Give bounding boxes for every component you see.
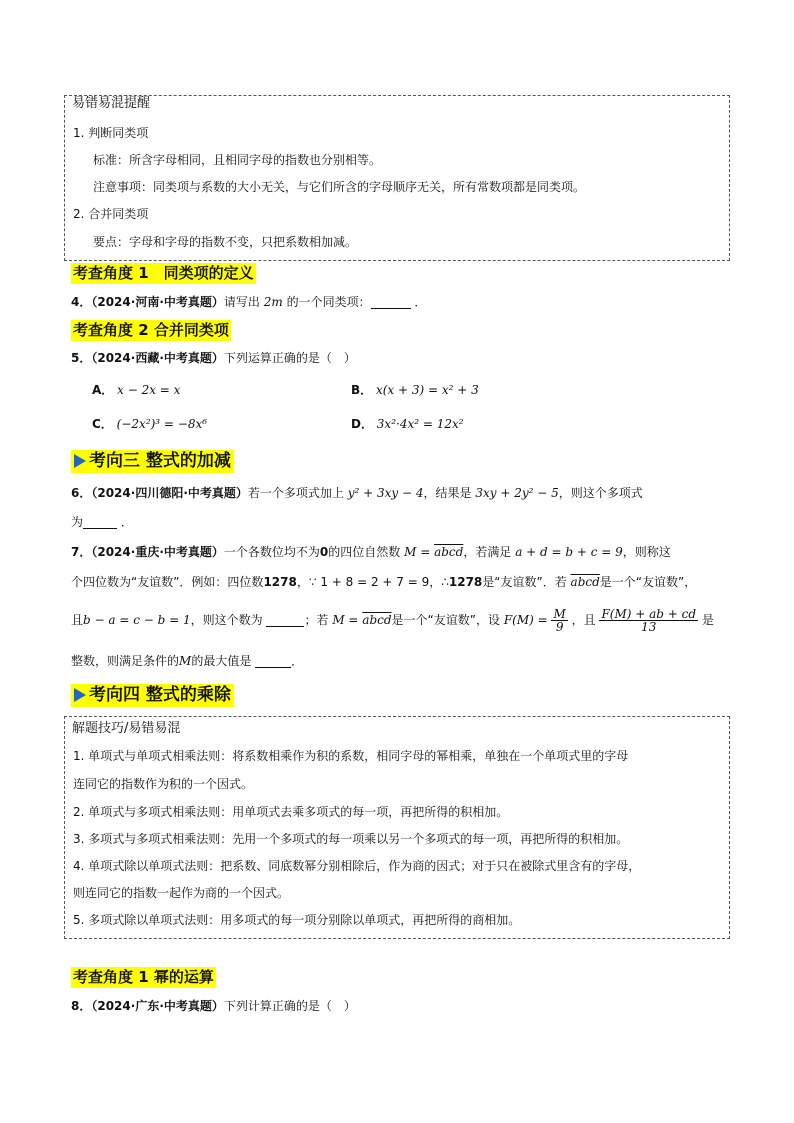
answer-blank[interactable] <box>255 655 291 668</box>
box-title: 易错易混提醒 <box>72 96 151 111</box>
option-d[interactable]: D． 3x²·4x² = 12x² <box>351 417 464 431</box>
question-7-line1: 7．（2024·重庆·中考真题）一个各数位均不为0的四位自然数 M = abcd，若满足 a + d = b + c = 9，则称这 <box>71 545 671 559</box>
rule: 3. 多项式与多项式相乘法则：先用一个多项式的每一项乘以另一个多项式的每一项，再把所得的积相加。 <box>73 832 629 846</box>
answer-blank[interactable] <box>371 296 411 309</box>
question-7-line4: 整数，则满足条件的M的最大值是 ． <box>71 654 304 668</box>
option-a[interactable]: A． x − 2x = x <box>92 383 181 397</box>
rule: 则连同它的指数一起作为商的一个因式。 <box>73 886 290 900</box>
question-4: 4．（2024·河南·中考真题）请写出 2m 的一个同类项： ． <box>71 295 427 309</box>
answer-blank[interactable] <box>83 516 117 529</box>
question-8: 8．（2024·广东·中考真题）下列计算正确的是（ ） <box>71 999 356 1013</box>
rule: 连同它的指数作为积的一个因式。 <box>73 777 254 791</box>
section-heading: 考查角度 2 合并同类项 <box>73 321 229 339</box>
rule: 5. 多项式除以单项式法则：用多项式的每一项分别除以单项式，再把所得的商相加。 <box>73 913 521 927</box>
option-b[interactable]: B． x(x + 3) = x² + 3 <box>351 383 479 397</box>
rule: 4. 单项式除以单项式法则：把系数、同底数幂分别相除后，作为商的因式；对于只在被除式里含有的字母， <box>73 859 641 873</box>
option-c[interactable]: C． (−2x²)³ = −8x⁶ <box>92 417 208 431</box>
direction-heading: 考向四 整式的乘除 <box>71 684 234 707</box>
box-item: 标准：所含字母相同，且相同字母的指数也分别相等。 <box>93 153 382 167</box>
section-heading: 考查角度 1 幂的运算 <box>73 968 214 986</box>
question-7-line3: 且b − a = c − b = 1，则这个数为 ；若 M = abcd是一个“友谊数”，设 F(M) = $\frac{M}{9}$ ，且 $\frac{F(M) + ab + cd}{13}$ 是 <box>71 607 714 634</box>
box-item: 注意事项：同类项与系数的大小无关，与它们所含的字母顺序无关，所有常数项都是同类项。 <box>93 180 586 194</box>
triangle-icon <box>74 688 86 702</box>
question-6: 6．（2024·四川德阳·中考真题）若一个多项式加上 y² + 3xy − 4，结果是 3xy + 2y² − 5，则这个多项式 <box>71 486 643 500</box>
question-7-line2: 个四位数为“友谊数”．例如：四位数1278，∵ 1 + 8 = 2 + 7 = 9，∴1278是“友谊数”．若 abcd是一个“友谊数”， <box>71 575 697 589</box>
question-6-line2: 为 ． <box>71 515 133 529</box>
box-title: 解题技巧/易错易混 <box>72 721 181 736</box>
question-5: 5．（2024·西藏·中考真题）下列运算正确的是（ ） <box>71 351 356 365</box>
direction-heading: 考向三 整式的加减 <box>71 450 234 473</box>
rule: 2. 单项式与多项式相乘法则：用单项式去乘多项式的每一项，再把所得的积相加。 <box>73 805 509 819</box>
section-heading: 考查角度 1 同类项的定义 <box>73 264 254 282</box>
rule: 1. 单项式与单项式相乘法则：将系数相乘作为积的系数，相同字母的幂相乘，单独在一个单项式里的字母 <box>73 749 629 763</box>
box-item: 1. 判断同类项 <box>73 126 149 140</box>
box-item: 要点：字母和字母的指数不变，只把系数相加减。 <box>93 235 358 249</box>
answer-blank[interactable] <box>266 614 304 627</box>
box-item: 2. 合并同类项 <box>73 207 149 221</box>
triangle-icon <box>74 454 86 468</box>
